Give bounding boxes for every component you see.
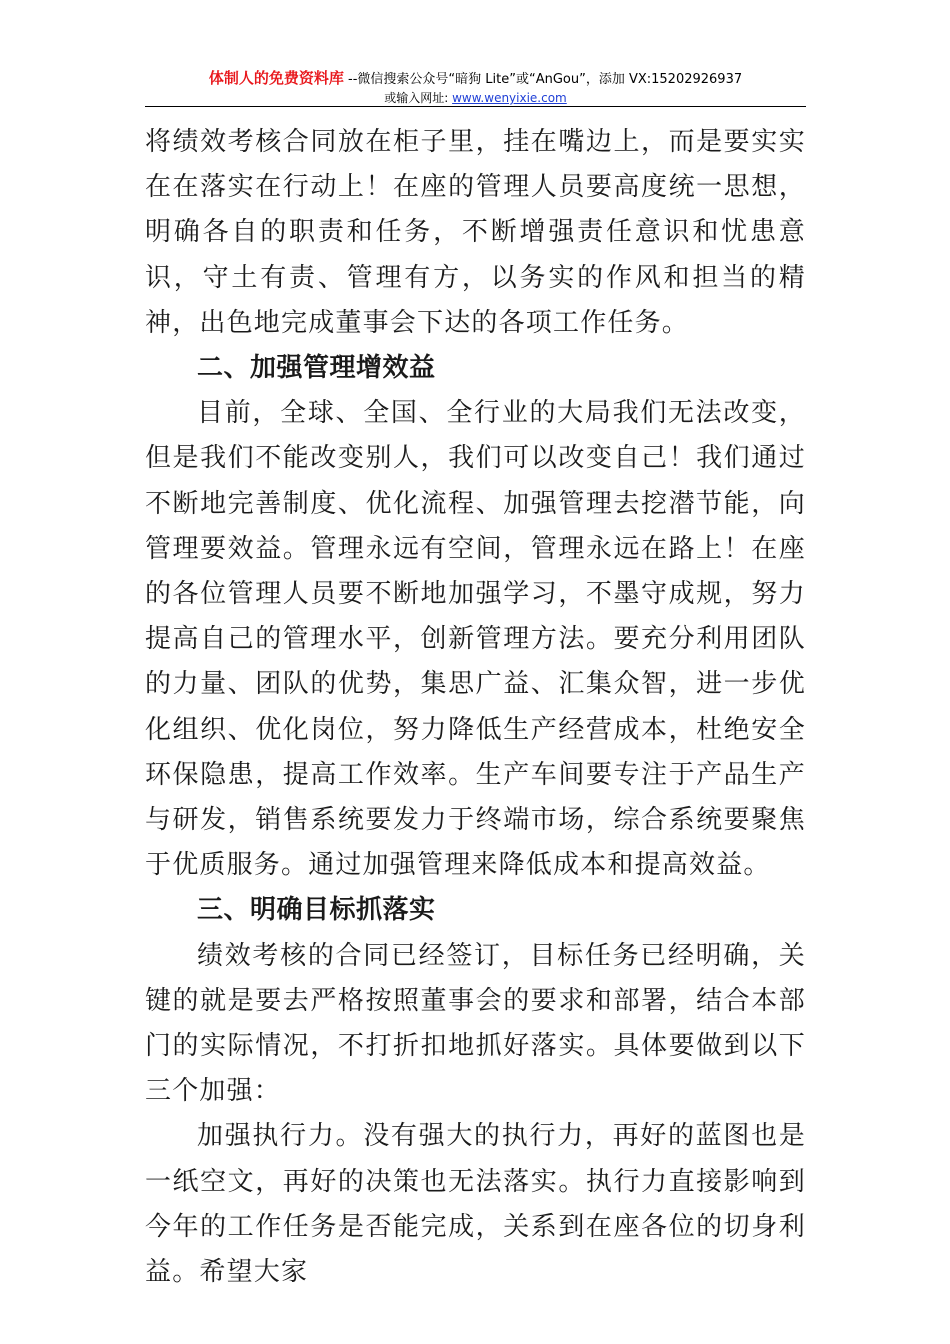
document-body <box>145 120 806 1295</box>
header-divider <box>145 106 806 107</box>
paragraph-intro: 将绩效考核合同放在柜子里，挂在嘴边上，而是要实实在在落实在行动上！在座的管理人员要高度统一思想，明确各自的职责和任务，不断增强责任意识和忧患意识，守土有责、管理有方，以务实的作风和担当的精神，出色地完成董事会下达的各项工作任务。 <box>145 127 806 338</box>
paragraph-section-2: 目前，全球、全国、全行业的大局我们无法改变，但是我们不能改变别人，我们可以改变自己！我们通过不断地完善制度、优化流程、加强管理去挖潜节能，向管理要效益。管理永远有空间，管理永远在路上！在座的各位管理人员要不断地加强学习，不墨守成规，努力提高自己的管理水平，创新管理方法。要充分利用团队的力量、团队的优势，集思广益、汇集众智，进一步优化组织、优化岗位，努力降低生产经营成本，杜绝安全环保隐患，提高工作效率。生产车间要专注于产品生产与研发，销售系统要发力于终端市场，综合系统要聚焦于优质服务。通过加强管理来降低成本和提高效益。 <box>145 398 806 881</box>
brand-name: 体制人的免费资料库 <box>208 69 344 87</box>
header-line-2 <box>145 90 806 106</box>
url-prefix: 或输入网址: <box>384 91 453 105</box>
header-tagline: --微信搜索公众号“暗狗 Lite”或“AnGou”，添加 VX:15202926937 <box>343 72 743 87</box>
header-line-1 <box>145 68 806 90</box>
page-header <box>145 68 806 106</box>
section-heading-3: 三、明确目标抓落实 <box>197 895 436 926</box>
paragraph-section-3: 绩效考核的合同已经签订，目标任务已经明确，关键的就是要去严格按照董事会的要求和部署，结合本部门的实际情况，不打折扣地抓好落实。具体要做到以下三个加强： <box>145 940 806 1107</box>
section-heading-2: 二、加强管理增效益 <box>197 353 436 384</box>
paragraph-execution: 加强执行力。没有强大的执行力，再好的蓝图也是一纸空文，再好的决策也无法落实。执行力直接影响到今年的工作任务是否能完成，关系到在座各位的切身利益。希望大家 <box>145 1121 806 1288</box>
website-link[interactable]: www.wenyixie.com <box>452 91 567 105</box>
